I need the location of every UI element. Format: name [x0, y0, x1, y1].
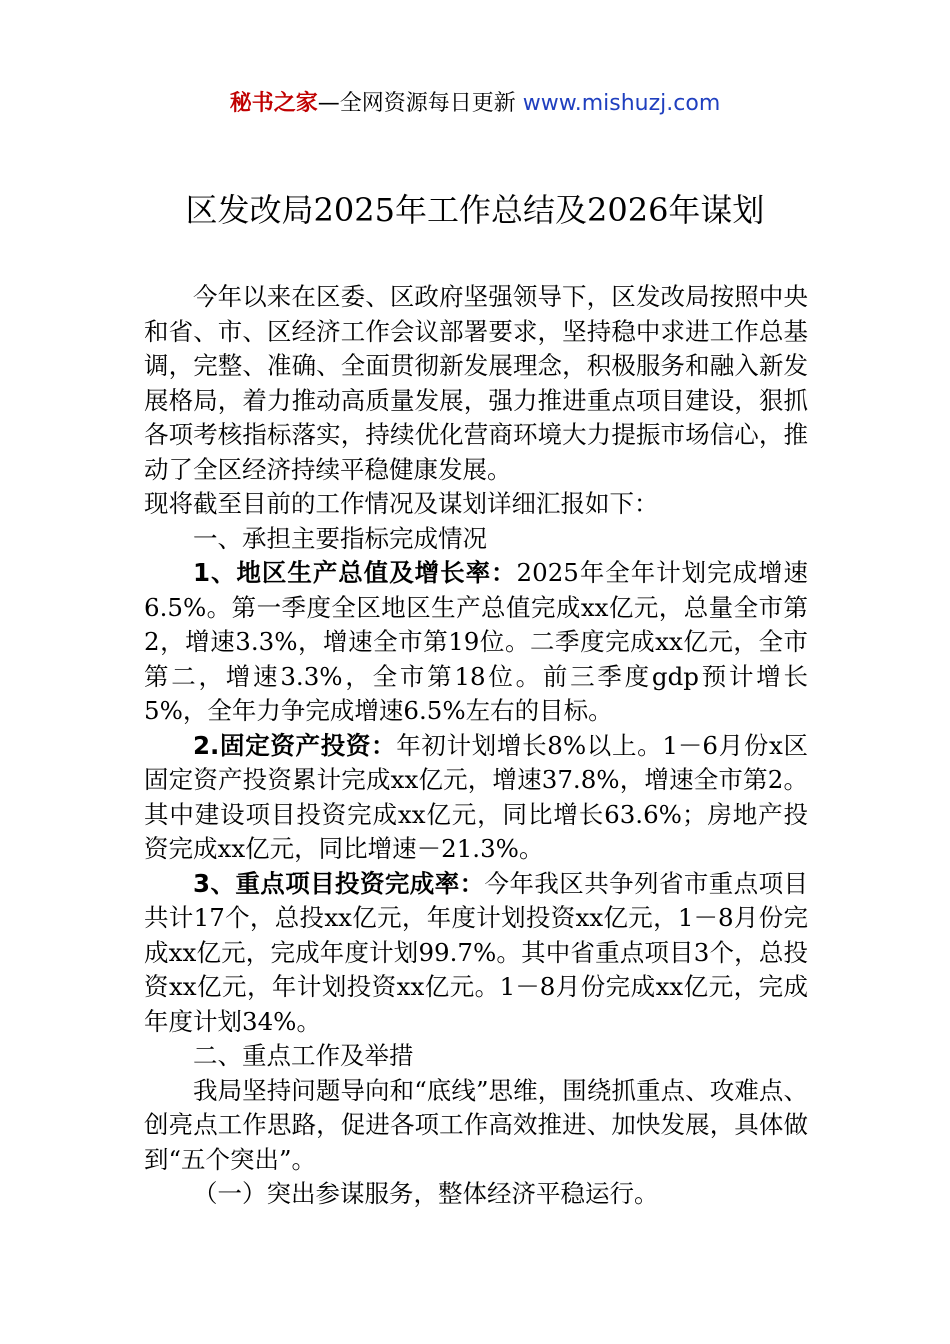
intro-paragraph: 今年以来在区委、区政府坚强领导下，区发改局按照中央和省、市、区经济工作会议部署要求，坚持稳中求进工作总基调，完整、准确、全面贯彻新发展理念，积极服务和融入新发展格局，着力推动高质量发展，强力推进重点项目建设，狠抓各项考核指标落实，持续优化营商环境大力提振市场信心，推动了全区经济持续平稳健康发展。 [144, 282, 808, 484]
intro-tail-paragraph: 现将截至目前的工作情况及谋划详细汇报如下： [144, 489, 659, 518]
subsection-heading-1: （一）突出参谋服务，整体经济平稳运行。 [193, 1179, 659, 1208]
item-1-label: 1、地区生产总值及增长率： [193, 558, 517, 587]
section-heading-2: 二、重点工作及举措 [193, 1041, 414, 1070]
document-title: 区发改局2025年工作总结及2026年谋划 [185, 191, 765, 229]
item-1-text: 2025年全年计划完成增速6.5%。第一季度全区地区生产总值完成xx亿元，总量全市第2，增速3.3%，增速全市第19位。二季度完成xx亿元，全市第二，增速3.3%，全市第18位。前三季度gdp预计增长5%，全年力争完成增速6.5%左右的目标。 [144, 558, 808, 725]
header-dash: — [317, 91, 340, 116]
site-url-link[interactable]: www.mishuzj.com [522, 91, 721, 116]
item-2-paragraph [144, 729, 808, 867]
item-3-text: 今年我区共争列省市重点项目共计17个，总投xx亿元，年度计划投资xx亿元，1－8月份完成xx亿元，完成年度计划99.7%。其中省重点项目3个，总投资xx亿元，年计划投资xx亿元。1－8月份完成xx亿元，完成年度计划34%。 [144, 868, 809, 1036]
section-heading-1: 一、承担主要指标完成情况 [193, 523, 487, 553]
item-3-label: 3、重点项目投资完成率： [193, 868, 485, 898]
item-1-paragraph [144, 556, 808, 729]
item-3-paragraph [144, 867, 808, 1040]
item-2-label: 2.固定资产投资： [193, 730, 397, 760]
site-slogan: 全网资源每日更新 [339, 91, 523, 116]
site-brand: 秘书之家 [229, 91, 318, 116]
site-header [0, 88, 950, 120]
item-2-text: 年初计划增长8%以上。1－6月份x区固定资产投资累计完成xx亿元，增速37.8%，增速全市第2。其中建设项目投资完成xx亿元，同比增长63.6%；房地产投资完成xx亿元，同比增速－21.3%。 [144, 730, 808, 863]
section-2-intro-paragraph: 我局坚持问题导向和“底线”思维，围绕抓重点、攻难点、创亮点工作思路，促进各项工作高效推进、加快发展，具体做到“五个突出”。 [144, 1075, 808, 1174]
document-body [144, 280, 808, 1212]
